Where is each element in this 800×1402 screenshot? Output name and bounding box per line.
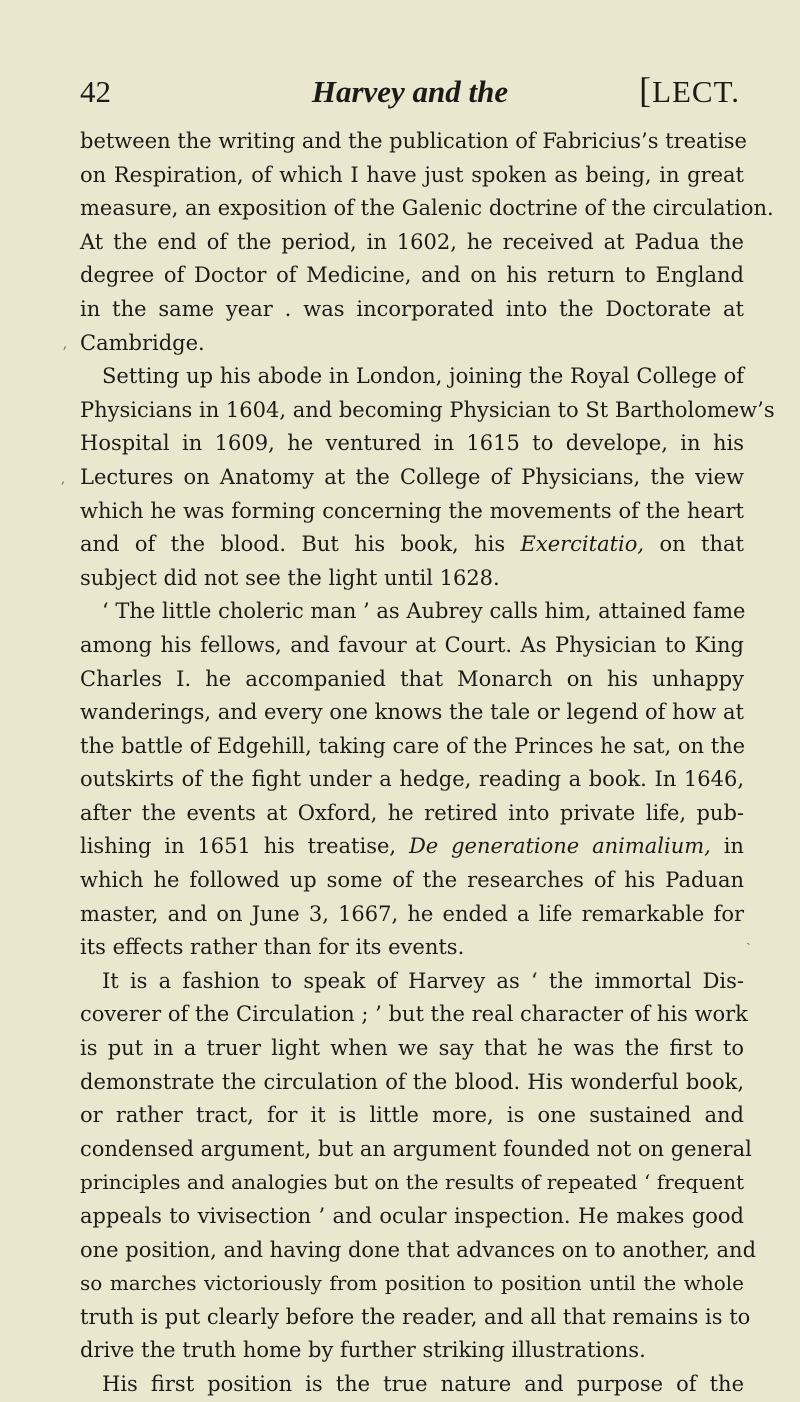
body-text: [80, 125, 775, 1402]
section-bracket: [: [639, 70, 653, 110]
text-line: Hospital in 1609, he ventured in 1615 to develope, in his: [80, 431, 744, 456]
text-line: subject did not see the light until 1628.: [80, 565, 500, 590]
text-line: the battle of Edgehill, taking care of the Princes he sat, on the: [80, 733, 746, 758]
text-line: Physicians in 1604, and becoming Physician to St Bartholomew’s: [80, 397, 775, 422]
text-line: coverer of the Circulation ; ’ but the real character of his work: [80, 1002, 748, 1027]
text-line: outskirts of the fight under a hedge, reading a book. In 1646,: [80, 767, 744, 792]
text-line: degree of Doctor of Medicine, and on his return to England: [80, 263, 744, 288]
text-line: [80, 528, 744, 562]
text-line: At the end of the period, in 1602, he received at Padua the: [80, 229, 744, 254]
text-line: on Respiration, of which I have just spoken as being, in great: [80, 162, 744, 187]
text-line: Lectures on Anatomy at the College of Physicians, the view: [80, 464, 744, 489]
text-line: in the same year . was incorporated into the Doctorate at: [80, 296, 744, 321]
text-line: [80, 830, 744, 864]
text-line: ‘ The little choleric man ’ as Aubrey calls him, attained fame: [102, 599, 746, 624]
text-line: or rather tract, for it is little more, is one sustained and: [80, 1103, 744, 1128]
text-line: one position, and having done that advances on to another, and: [80, 1237, 757, 1262]
text-segment: on that: [659, 532, 744, 557]
text-line: which he followed up some of the researches of his Paduan: [80, 868, 744, 893]
text-line: drive the truth home by further striking illustrations.: [80, 1338, 646, 1363]
text-line: condensed argument, but an argument founded not on general: [80, 1136, 752, 1161]
text-line: after the events at Oxford, he retired into private life, pub-: [80, 800, 744, 825]
text-line: demonstrate the circulation of the blood. His wonderful book,: [80, 1069, 744, 1094]
text-segment: and of the blood. But his book, his: [80, 532, 506, 557]
text-line: between the writing and the publication of Fabricius’s treatise: [80, 129, 747, 153]
text-line: among his fellows, and favour at Court. As Physician to King: [80, 632, 744, 657]
text-segment: in: [723, 834, 744, 859]
text-line: wanderings, and every one knows the tale or legend of how at: [80, 700, 744, 725]
text-line: His first position is the true nature and purpose of the: [102, 1371, 744, 1396]
text-line: measure, an exposition of the Galenic doctrine of the circulation.: [80, 196, 774, 221]
section-label-text: LECT.: [652, 74, 740, 109]
text-line: truth is put clearly before the reader, and all that remains is to: [80, 1304, 751, 1329]
page-number: 42: [80, 74, 111, 109]
text-line: so marches victoriously from position to position until the whole: [80, 1271, 744, 1296]
book-title-de-generatione: De generatione animalium,: [408, 834, 711, 859]
margin-speck: ˏ: [746, 930, 751, 946]
text-line: is put in a truer light when we say that he was the first to: [80, 1036, 744, 1061]
text-segment: lishing in 1651 his treatise,: [80, 834, 397, 859]
margin-speck: ʼ: [60, 480, 65, 496]
running-title: Harvey and the: [311, 74, 509, 109]
text-line: which he was forming concerning the movements of the heart: [80, 498, 744, 523]
text-line: principles and analogies but on the results of repeated ‘ frequent: [80, 1170, 744, 1195]
text-line: Setting up his abode in London, joining the Royal College of: [102, 364, 744, 389]
book-title-exercitatio: Exercitatio,: [520, 532, 645, 557]
text-line: its effects rather than for its events.: [80, 935, 465, 960]
text-line: It is a fashion to speak of Harvey as ‘ the immortal Dis-: [102, 968, 744, 993]
section-label: [639, 70, 740, 110]
text-line: Cambridge.: [80, 330, 205, 355]
margin-speck: ʼ: [62, 345, 67, 361]
text-line: appeals to vivisection ’ and ocular inspection. He makes good: [80, 1204, 744, 1228]
text-line: master, and on June 3, 1667, he ended a life remarkable for: [80, 901, 744, 926]
text-line: Charles I. he accompanied that Monarch on his unhappy: [80, 666, 744, 691]
running-header: [80, 70, 740, 114]
